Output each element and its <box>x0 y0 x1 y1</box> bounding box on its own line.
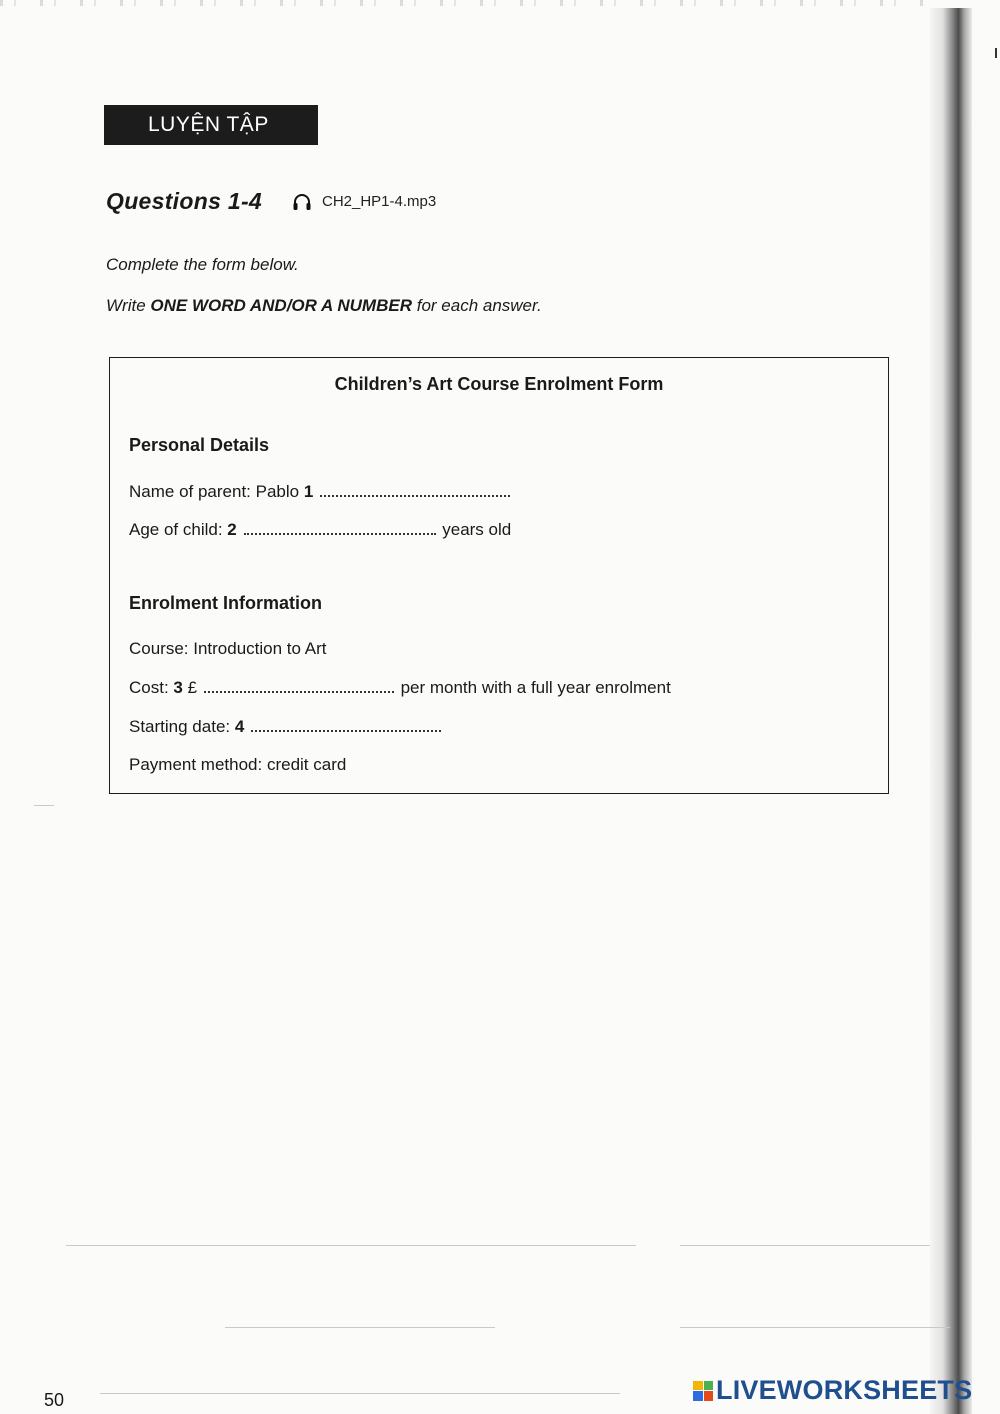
instruction-word-limit <box>106 296 542 316</box>
scan-line <box>100 1393 620 1394</box>
questions-header <box>106 188 436 215</box>
child-age-suffix: years old <box>442 520 512 539</box>
cost-label: Cost: <box>129 678 169 697</box>
headphones-icon <box>292 193 312 211</box>
starting-date-row <box>129 716 443 737</box>
scan-line <box>680 1327 950 1328</box>
instruction-emphasis: ONE WORD AND/OR A NUMBER <box>150 296 412 315</box>
question-number: 3 <box>173 678 183 697</box>
question-number: 2 <box>227 520 237 539</box>
course-row: Course: Introduction to Art <box>129 639 327 658</box>
logo-cell <box>704 1391 714 1401</box>
answer-blank-4[interactable] <box>251 716 441 732</box>
starting-date-label: Starting date: <box>129 717 231 736</box>
logo-cell <box>693 1381 703 1391</box>
cost-row <box>129 677 671 698</box>
question-number: 4 <box>234 717 245 736</box>
watermark-text: LIVEWORKSHEETS <box>716 1375 973 1405</box>
instruction-suffix: for each answer. <box>412 296 542 315</box>
scan-line <box>66 1245 636 1246</box>
section-banner: LUYỆN TẬP <box>104 105 318 145</box>
question-number: 1 <box>303 482 314 501</box>
parent-name-label: Name of parent: Pablo <box>129 482 300 501</box>
cost-suffix: per month with a full year enrolment <box>400 678 671 697</box>
answer-blank-1[interactable] <box>320 481 510 497</box>
logo-cell <box>704 1381 714 1391</box>
scan-line <box>225 1327 495 1328</box>
audio-file-name[interactable]: CH2_HP1-4.mp3 <box>322 193 437 210</box>
payment-method-row: Payment method: credit card <box>129 755 347 774</box>
logo-cell <box>693 1391 703 1401</box>
scan-speck <box>995 48 997 58</box>
currency-symbol: £ <box>187 678 198 697</box>
child-age-label: Age of child: <box>129 520 223 539</box>
scan-line <box>34 805 54 806</box>
questions-title: Questions 1-4 <box>106 188 262 214</box>
enrolment-info-heading: Enrolment Information <box>129 593 322 613</box>
page-number: 50 <box>44 1390 65 1410</box>
liveworksheets-watermark <box>693 1375 972 1406</box>
personal-details-heading: Personal Details <box>129 435 270 455</box>
child-age-row <box>129 519 511 540</box>
instruction-prefix: Write <box>106 296 151 315</box>
answer-blank-2[interactable] <box>244 519 436 535</box>
form-title: Children’s Art Course Enrolment Form <box>334 374 664 394</box>
scan-line <box>680 1245 930 1246</box>
answer-blank-3[interactable] <box>204 677 394 693</box>
parent-name-row <box>129 481 512 502</box>
enrolment-form <box>109 357 889 794</box>
scan-noise-top <box>0 0 930 6</box>
instruction-complete: Complete the form below. <box>106 255 299 274</box>
liveworksheets-logo-icon <box>693 1381 713 1401</box>
page-binding-shadow <box>930 8 972 1414</box>
